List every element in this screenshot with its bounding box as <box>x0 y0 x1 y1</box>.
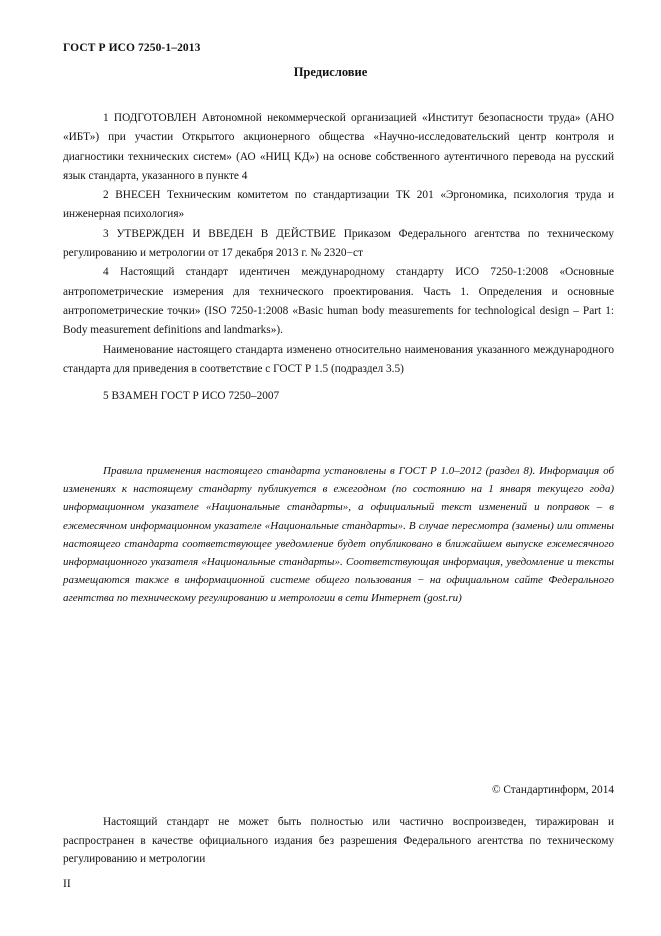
paragraph-name-change: Наименование настоящего стандарта изменено относительно наименования указанного международного стандарта для приведения в соответствие с ГОСТ Р 1.5 (подраздел 3.5) <box>63 343 614 375</box>
paragraph-identical: 4 Настоящий стандарт идентичен международному стандарту ИСО 7250-1:2008 «Основные антропометрические измерения для технического проектирования. Часть 1. Определения и основные антропометрические точки» (ISO 7250-1:2008 «Basic human body measurements for technological design – Part 1: Body measurement definitions and landmarks»). <box>63 266 614 337</box>
paragraph-introduced: 2 ВНЕСЕН Техническим комитетом по стандартизации ТК 201 «Эргономика, психология труда и инженерная психология» <box>63 189 614 221</box>
application-rules-notice: Правила применения настоящего стандарта установлены в ГОСТ Р 1.0–2012 (раздел 8). Информация об изменениях к настоящему стандарту публикуется в ежегодном (по состоянию на 1 января текущего года) информационном указателе «Национальные стандарты», а официальный текст изменений и поправок – в ежемесячном информационном указателе «Национальные стандарты». В случае пересмотра (замены) или отмены настоящего стандарта соответствующее уведомление будет опубликовано в ближайшем выпуске ежемесячного информационного указателя «Национальные стандарты». Соответствующая информация, уведомление и тексты размещаются также в информационной системе общего пользования − на официальном сайте Федерального агентства по техническому регулированию и метрологии в сети Интернет (gost.ru) <box>63 465 614 605</box>
reproduction-rights-text: Настоящий стандарт не может быть полностью или частично воспроизведен, тиражирован и распространен в качестве официального издания без разрешения Федерального агентства по техническому регулированию и метрологии <box>63 816 614 865</box>
paragraph-approved: 3 УТВЕРЖДЕН И ВВЕДЕН В ДЕЙСТВИЕ Приказом Федерального агентства по техническому регулированию и метрологии от 17 декабря 2013 г. № 2320−ст <box>63 227 614 260</box>
foreword-body <box>63 109 614 406</box>
page-title: Предисловие <box>293 65 368 79</box>
page-number: II <box>63 878 71 890</box>
document-code: ГОСТ Р ИСО 7250-1–2013 <box>63 42 201 54</box>
paragraph-prepared: 1 ПОДГОТОВЛЕН Автономной некоммерческой организацией «Институт безопасности труда» (АНО «ИБТ») при участии Открытого акционерного общества «Научно-исследовательский центр контроля и диагностики технических систем» (АО «НИЦ КД») на основе собственного аутентичного перевода на русский язык стандарта, указанного в пункте 4 <box>63 112 614 182</box>
paragraph-replaces: 5 ВЗАМЕН ГОСТ Р ИСО 7250–2007 <box>103 390 280 403</box>
copyright-line: © Стандартинформ, 2014 <box>491 784 614 796</box>
